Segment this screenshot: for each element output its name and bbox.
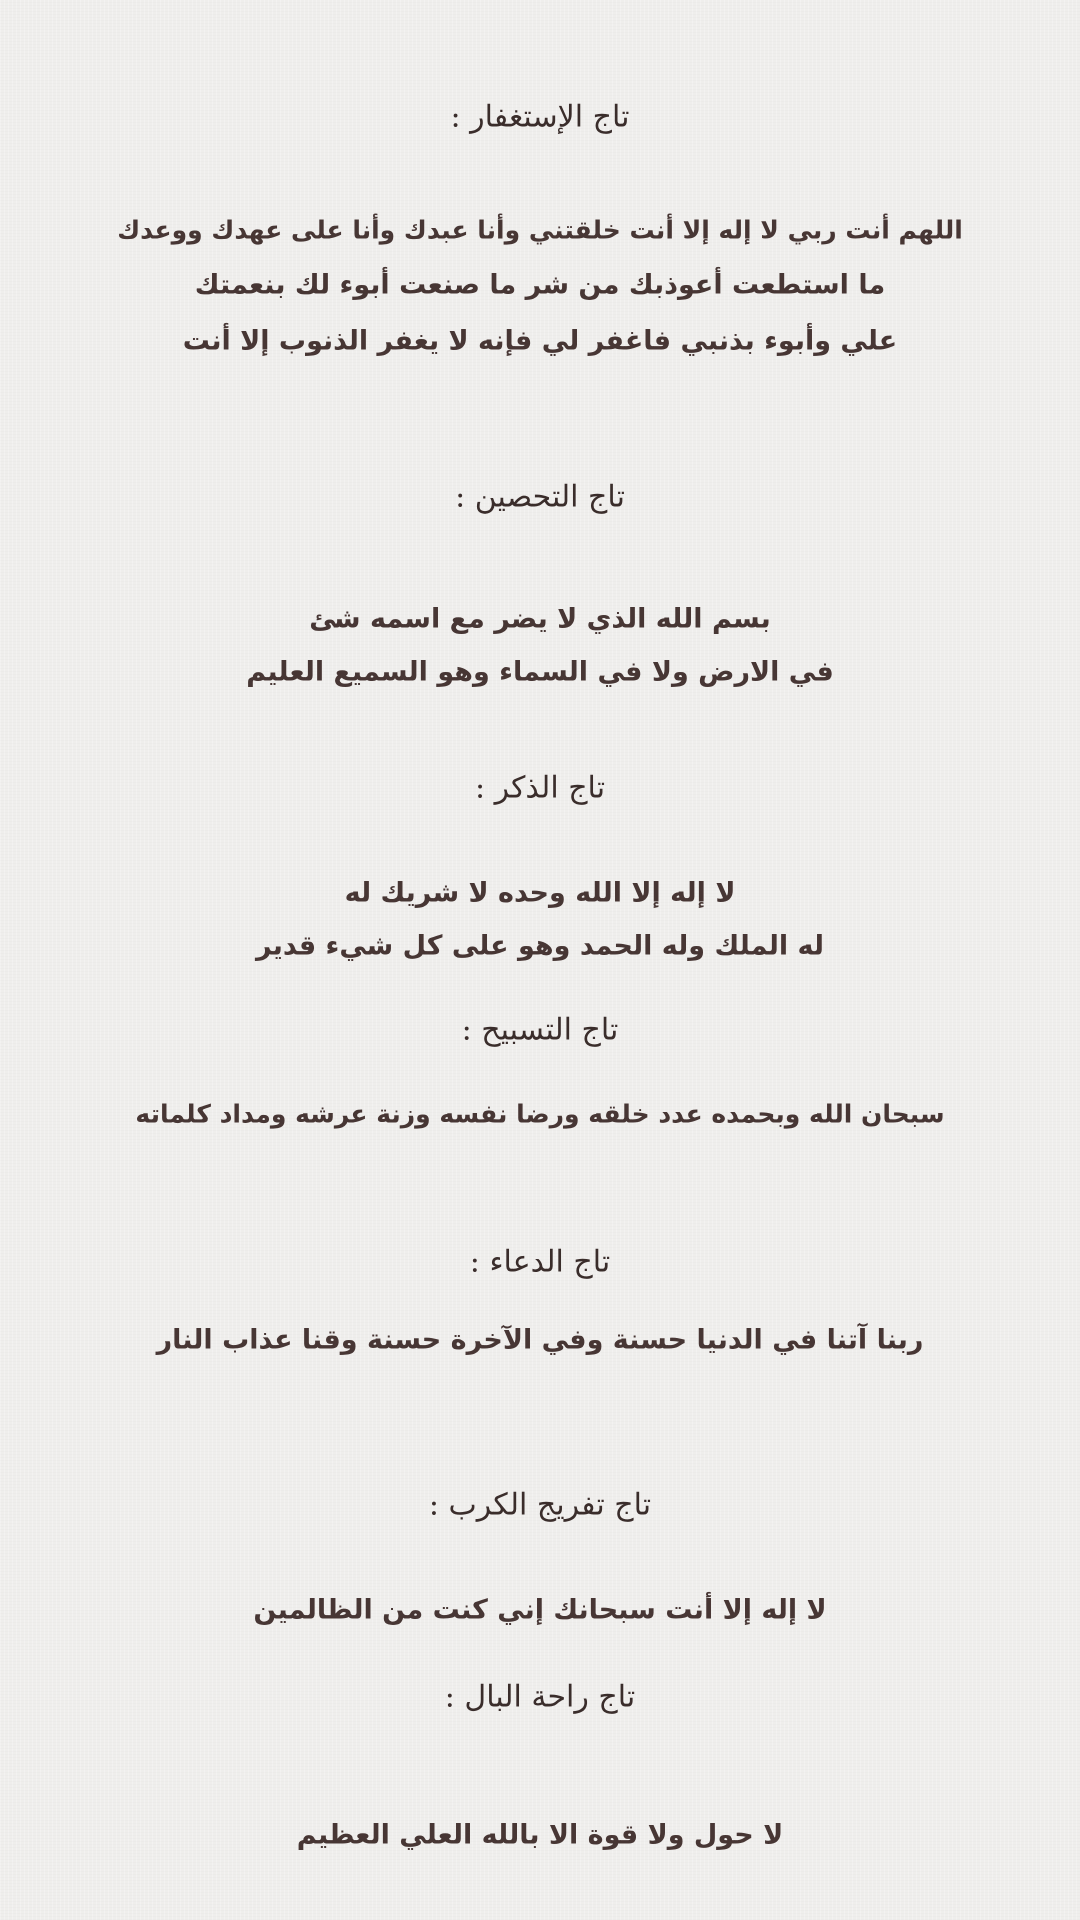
section-title-dhikr: تاج الذكر : (474, 770, 606, 806)
section-line: اللهم أنت ربي لا إله إلا أنت خلقتني وأنا عبدك وأنا على عهدك ووعدك (117, 215, 963, 245)
section-line: علي وأبوء بذنبي فاغفر لي فإنه لا يغفر الذنوب إلا أنت (182, 325, 898, 357)
section-title-istighfar: تاج الإستغفار : (450, 99, 630, 135)
section-line: لا إله إلا الله وحده لا شريك له (344, 877, 736, 909)
section-line: لا إله إلا أنت سبحانك إني كنت من الظالمين (253, 1594, 827, 1626)
section-line: سبحان الله وبحمده عدد خلقه ورضا نفسه وزنة عرشه ومداد كلماته (135, 1099, 945, 1129)
section-title-rahat-albal: تاج راحة البال : (444, 1679, 636, 1715)
section-title-tafreej: تاج تفريج الكرب : (428, 1487, 652, 1523)
section-title-dua: تاج الدعاء : (469, 1244, 611, 1280)
section-title-tahseen: تاج التحصين : (455, 479, 625, 515)
section-line: ربنا آتنا في الدنيا حسنة وفي الآخرة حسنة وقنا عذاب النار (156, 1324, 924, 1356)
section-title-tasbeeh: تاج التسبيح : (461, 1012, 619, 1048)
section-line: بسم الله الذي لا يضر مع اسمه شئ (309, 603, 771, 635)
section-line: ما استطعت أعوذبك من شر ما صنعت أبوء لك بنعمتك (194, 269, 886, 301)
section-line: له الملك وله الحمد وهو على كل شيء قدير (255, 930, 825, 962)
section-line: في الارض ولا في السماء وهو السميع العليم (246, 656, 834, 688)
section-line: لا حول ولا قوة الا بالله العلي العظيم (296, 1819, 784, 1851)
